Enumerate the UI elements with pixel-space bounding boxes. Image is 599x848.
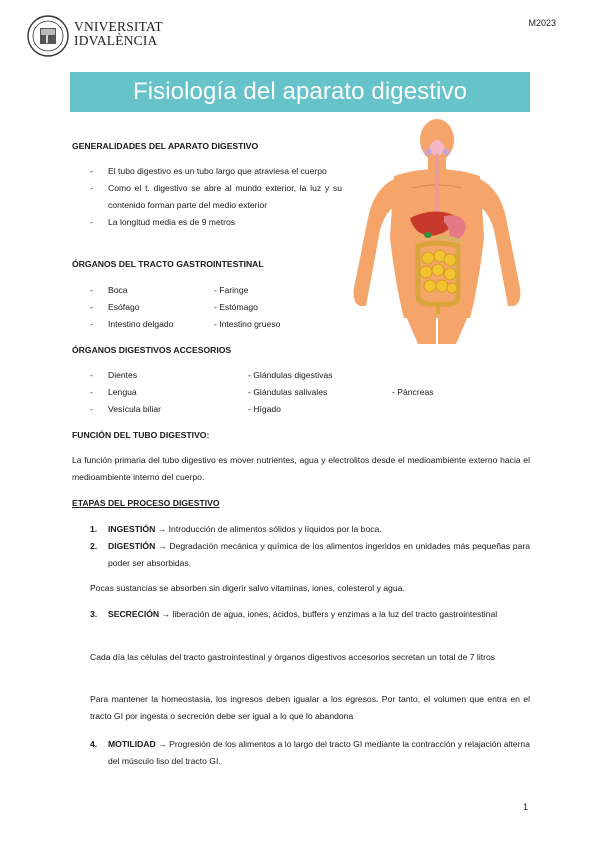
funcion-paragraph: La función primaria del tubo digestivo es mover nutrientes, agua y electrolitos desde el medioambiente externo hacia el medioambiente interno del cuerpo.: [72, 455, 530, 482]
step-text: → Progresión de los alimentos a lo largo del tracto GI mediante la contracción y relajación alterna del músculo liso del tracto GI.: [108, 739, 530, 766]
list-item: - Estómago: [214, 302, 258, 312]
step-number: 2.: [90, 541, 98, 551]
list-item: - Esófago: [90, 299, 214, 316]
list-item: - La longitud media es de 9 metros: [90, 214, 342, 231]
step-text: → Degradación mecánica y química de los alimentos ingeridos en unidades más pequeñas para poder ser absorbidas.: [108, 541, 530, 568]
step-term: MOTILIDAD: [108, 739, 156, 749]
list-item: - Faringe: [214, 285, 249, 295]
page-number: 1: [522, 802, 528, 812]
section-heading-organos-accesorios: ÓRGANOS DIGESTIVOS ACCESORIOS: [72, 345, 232, 355]
step-term: SECRECIÓN: [108, 609, 160, 619]
etapas-note-3: Para mantener la homeostasia, los ingresos deben igualar a los egresos. Por tanto, el volumen que entra en el tracto GI por ingesta o secreción debe ser igual a lo que lo abandona: [90, 694, 530, 721]
list-item: - Hígado: [248, 404, 281, 414]
list-item: - Glándulas salivales: [248, 387, 328, 397]
section-heading-funcion: FUNCIÓN DEL TUBO DIGESTIVO:: [72, 430, 210, 440]
university-seal-icon: [27, 15, 69, 57]
list-item: - Lengua: [90, 384, 248, 401]
step-item: [90, 606, 530, 623]
list-item: - Glándulas digestivas: [248, 370, 333, 380]
step-item: [90, 521, 530, 538]
digestive-organs-icon: [410, 140, 466, 314]
list-item: - Como el t. digestivo se abre al mundo exterior, la luz y su contenido forman parte del medio exterior: [90, 180, 342, 214]
document-code: M2023: [528, 18, 556, 28]
generalidades-list: [90, 163, 342, 231]
list-item: - Boca: [90, 282, 214, 299]
section-heading-generalidades: GENERALIDADES DEL APARATO DIGESTIVO: [72, 141, 259, 151]
list-item: - Dientes: [90, 367, 248, 384]
step-text: → Introducción de alimentos sólidos y líquidos por la boca.: [155, 524, 382, 534]
step-term: DIGESTIÓN: [108, 541, 156, 551]
section-heading-etapas: ETAPAS DEL PROCESO DIGESTIVO: [72, 498, 220, 508]
organos-tracto-list: [90, 282, 390, 333]
step-text: → liberación de agua, iones, ácidos, buffers y enzimas a la luz del tracto gastrointestinal: [159, 609, 498, 619]
university-name-line2: IDVALÈNCIA: [74, 33, 158, 48]
list-item: - Vesícula biliar: [90, 401, 248, 418]
etapas-steps-1-2: [90, 521, 530, 572]
university-name-line1: VNIVERSITAT: [74, 19, 163, 34]
etapas-step-3: [90, 606, 530, 623]
step-number: 1.: [90, 524, 98, 534]
step-number: 4.: [90, 739, 98, 749]
step-item: [90, 736, 530, 770]
list-item: - Intestino delgado: [90, 316, 214, 333]
list-item: - Intestino grueso: [214, 319, 281, 329]
etapas-step-4: [90, 736, 530, 770]
etapas-note-2: Cada día las células del tracto gastrointestinal y órganos digestivos accesorios secretan un total de 7 litros: [90, 652, 496, 662]
etapas-note-1: Pocas sustancias se absorben sin digerir salvo vitaminas, iones, colesterol y agua.: [90, 583, 405, 593]
organos-accesorios-list: [90, 367, 490, 418]
step-number: 3.: [90, 609, 98, 619]
list-item: - El tubo digestivo es un tubo largo que atraviesa el cuerpo: [90, 163, 342, 180]
list-item: - Páncreas: [392, 387, 434, 397]
section-heading-organos-tracto: ÓRGANOS DEL TRACTO GASTROINTESTINAL: [72, 259, 264, 269]
step-item: [90, 538, 530, 572]
step-term: INGESTIÓN: [108, 524, 156, 534]
university-name: [74, 20, 163, 48]
university-logo: [27, 12, 163, 60]
page-title: Fisiología del aparato digestivo: [70, 72, 530, 112]
